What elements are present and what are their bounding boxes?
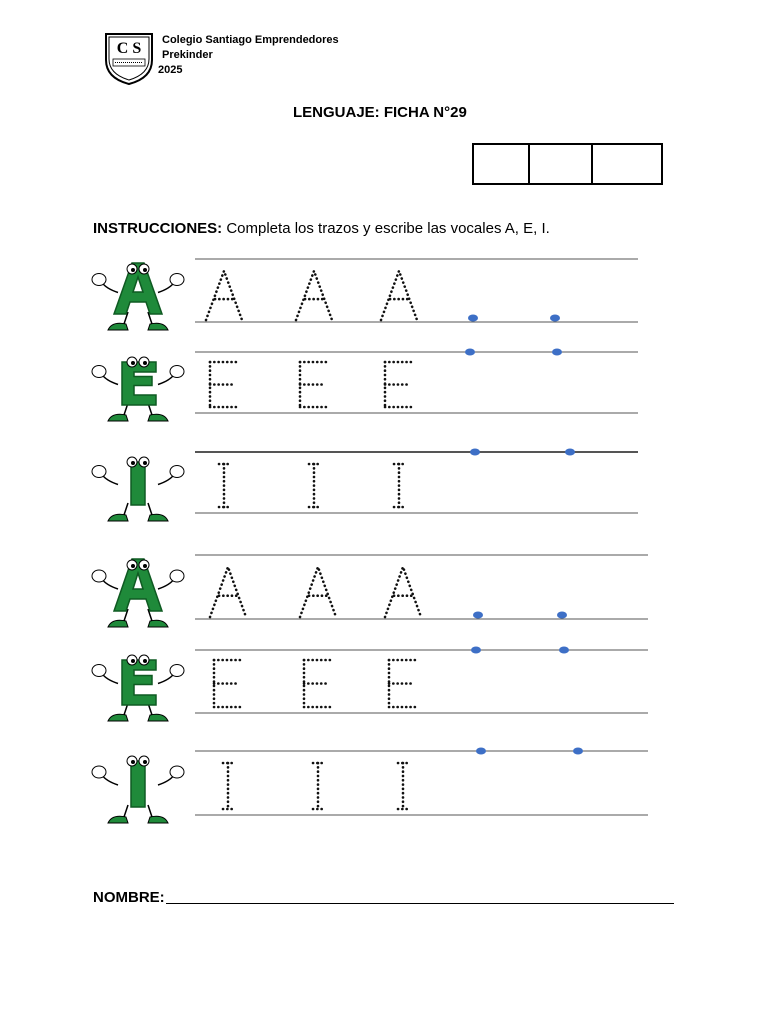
letter-character-e [92, 655, 184, 721]
practice-row [195, 748, 648, 816]
letter-character-i [92, 756, 184, 823]
name-field[interactable] [93, 889, 165, 906]
traced-letter-a[interactable] [381, 271, 417, 320]
traced-letter-e[interactable] [210, 362, 238, 407]
traced-letter-a[interactable] [300, 567, 336, 617]
practice-row [195, 259, 638, 322]
instructions-text: Completa los trazos y escribe las vocales A, E, I. [222, 220, 550, 237]
year-label: 2025 [158, 64, 183, 76]
start-dot [468, 315, 478, 322]
traced-letter-i[interactable] [309, 464, 319, 507]
practice-row [195, 449, 638, 514]
traced-letter-i[interactable] [394, 464, 404, 507]
name-line[interactable] [166, 903, 674, 904]
traced-letter-a[interactable] [210, 567, 246, 617]
traced-letter-i[interactable] [219, 464, 229, 507]
letter-character-e [92, 357, 184, 421]
practice-row [195, 647, 648, 714]
letter-character-a [92, 263, 184, 330]
name-label: NOMBRE: [93, 889, 165, 906]
start-dot [565, 449, 575, 456]
traced-letter-e[interactable] [214, 660, 242, 707]
letter-character-a [92, 559, 184, 627]
start-dot [476, 748, 486, 755]
start-dot [550, 315, 560, 322]
instructions-label: INSTRUCCIONES: [93, 220, 223, 237]
traced-letter-e[interactable] [385, 362, 413, 407]
logo-letters: C S [116, 40, 142, 57]
traced-letter-a[interactable] [296, 271, 332, 320]
traced-letter-e[interactable] [300, 362, 328, 407]
page-title: LENGUAJE: FICHA N°29 [293, 104, 467, 121]
start-dot [465, 349, 475, 356]
start-dot [470, 449, 480, 456]
traced-letter-i[interactable] [398, 763, 408, 809]
traced-letter-i[interactable] [313, 763, 323, 809]
traced-letter-a[interactable] [206, 271, 242, 320]
traced-letter-e[interactable] [389, 660, 417, 707]
traced-letter-a[interactable] [385, 567, 421, 617]
start-dot [557, 612, 567, 619]
practice-row [195, 555, 648, 619]
letter-character-i [92, 457, 184, 521]
school-name: Colegio Santiago Emprendedores [162, 34, 339, 46]
start-dot [552, 349, 562, 356]
traced-letter-e[interactable] [304, 660, 332, 707]
start-dot [573, 748, 583, 755]
practice-row [195, 349, 638, 414]
level-label: Prekinder [162, 49, 213, 61]
start-dot [473, 612, 483, 619]
start-dot [559, 647, 569, 654]
start-dot [471, 647, 481, 654]
traced-letter-i[interactable] [223, 763, 233, 809]
